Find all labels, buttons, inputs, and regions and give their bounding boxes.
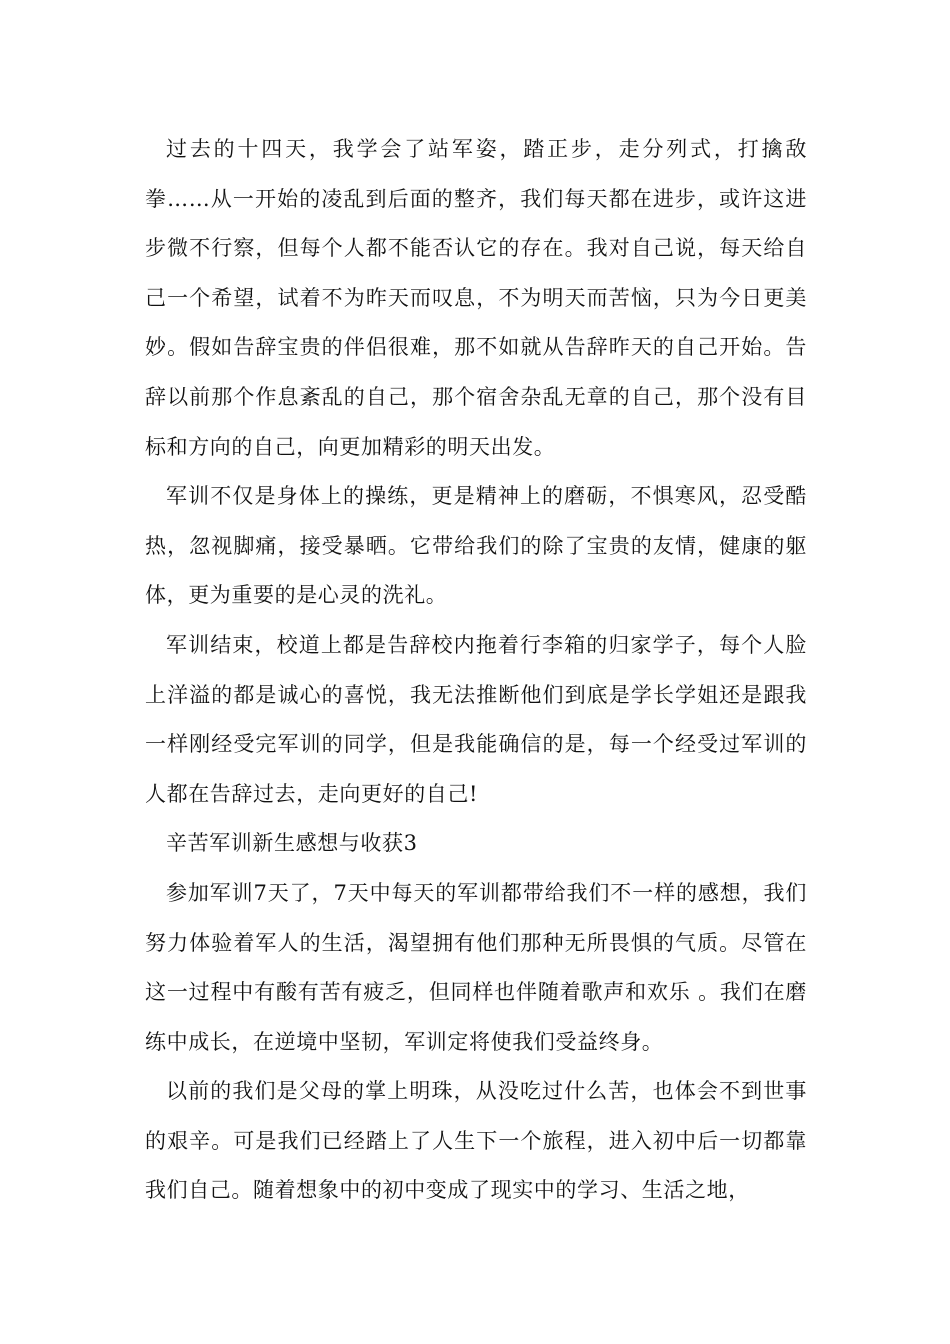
paragraph-3: 军训结束，校道上都是告辞校内拖着行李箱的归家学子，每个人脸上洋溢的都是诚心的喜悦，我无法推断他们到底是学长学姐还是跟我一样刚经受完军训的同学，但是我能确信的是，每一个经受过军训的人都在告辞过去，走向更好的自己! (145, 632, 807, 806)
paragraph-5: 以前的我们是父母的掌上明珠，从没吃过什么苦，也体会不到世事的艰辛。可是我们已经踏上了人生下一个旅程，进入初中后一切都靠我们自己。随着想象中的初中变成了现实中的学习、生活之地， (145, 1079, 807, 1203)
paragraph-4: 参加军训7天了，7天中每天的军训都带给我们不一样的感想，我们努力体验着军人的生活，渴望拥有他们那种无所畏惧的气质。尽管在这一过程中有酸有苦有疲乏，但同样也伴随着歌声和欢乐 。我们在磨练中成长，在逆境中坚韧，军训定将使我们受益终身。 (145, 880, 807, 1054)
paragraph-1: 过去的十四天，我学会了站军姿，踏正步，走分列式，打擒敌拳……从一开始的凌乱到后面的整齐，我们每天都在进步，或许这进步微不行察，但每个人都不能否认它的存在。我对自己说，每天给自己一个希望，试着不为昨天而叹息，不为明天而苦恼，只为今日更美妙。假如告辞宝贵的伴侣很难，那不如就从告辞昨天的自己开始。告辞以前那个作息紊乱的自己，那个宿舍杂乱无章的自己，那个没有目标和方向的自己，向更加精彩的明天出发。 (145, 137, 807, 459)
section-heading: 辛苦军训新生感想与收获3 (166, 831, 418, 856)
document-body (145, 125, 807, 1216)
paragraph-2: 军训不仅是身体上的操练，更是精神上的磨砺，不惧寒风，忍受酷热，忽视脚痛，接受暴晒。它带给我们的除了宝贵的友情，健康的躯体，更为重要的是心灵的洗礼。 (145, 484, 807, 608)
